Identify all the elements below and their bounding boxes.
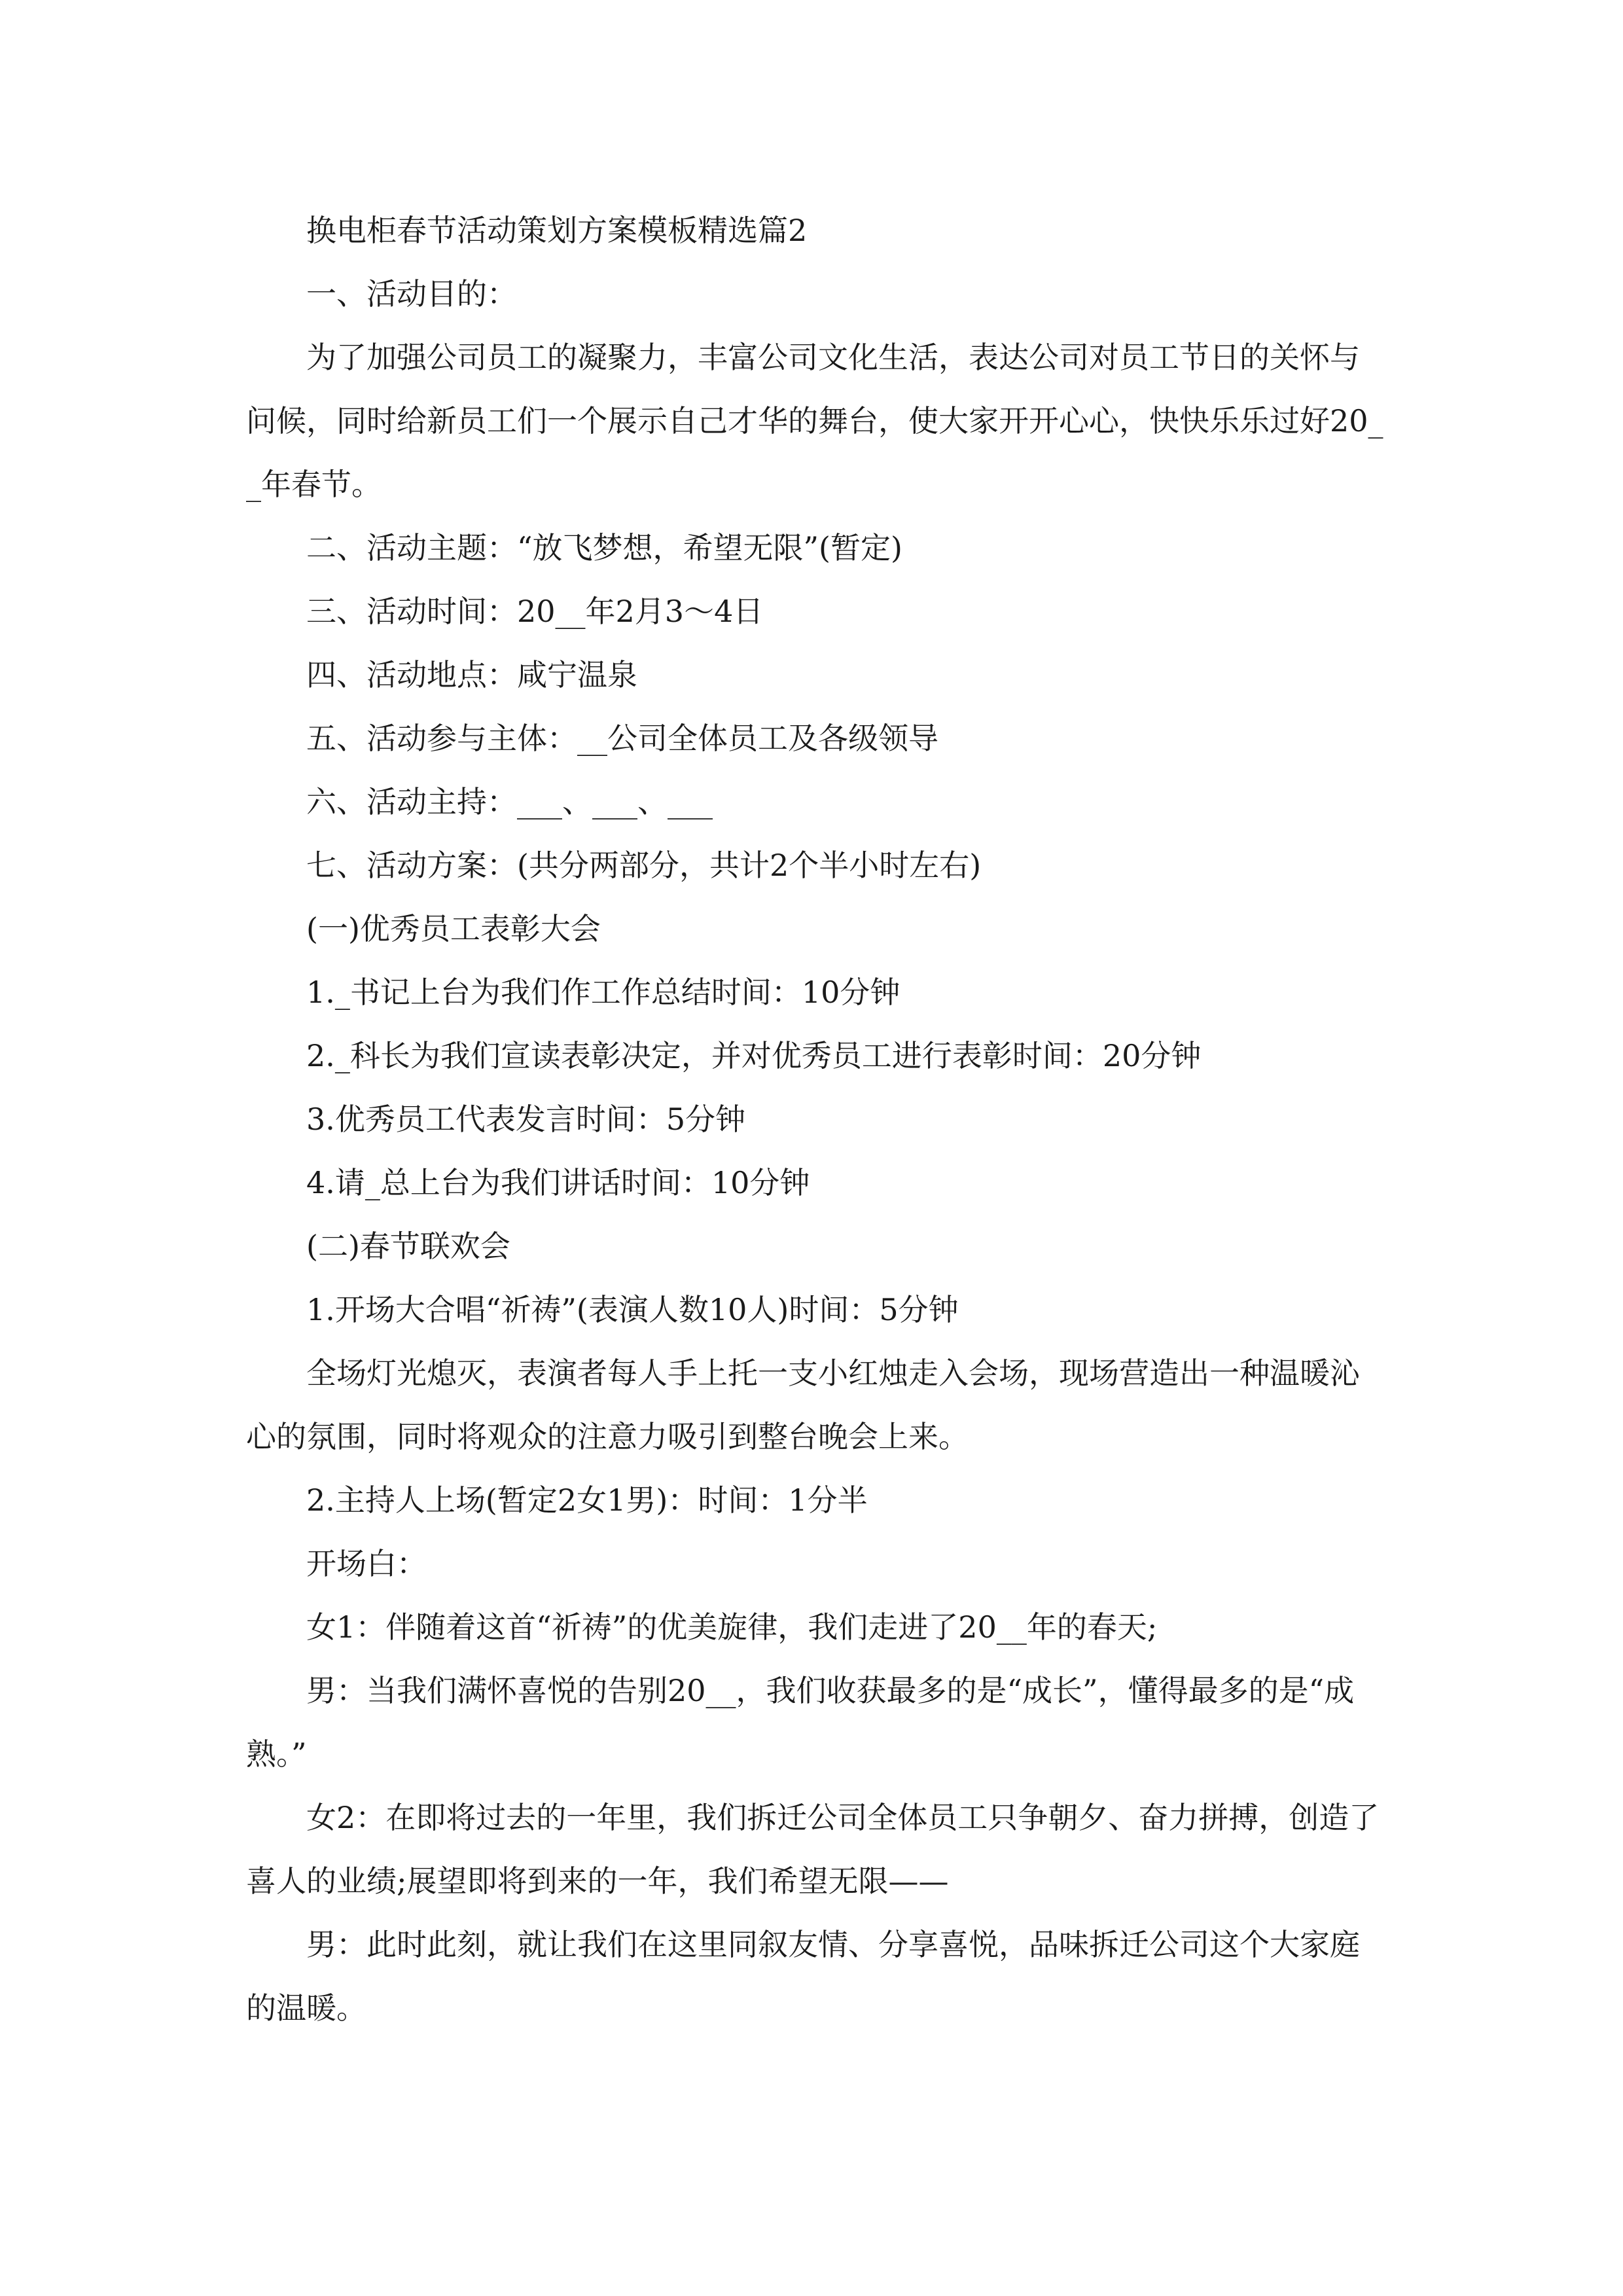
subsection-heading-gala: (二)春节联欢会 xyxy=(306,1229,510,1264)
script-line: 女2：在即将过去的一年里，我们拆迁公司全体员工只争朝夕、奋力拼搏，创造了喜人的业绩;展望即将到来的一年，我们希望无限—— xyxy=(246,1800,1380,1899)
subsection-heading-awards: (一)优秀员工表彰大会 xyxy=(306,911,601,946)
list-item: 1.开场大合唱“祈祷”(表演人数10人)时间：5分钟 xyxy=(306,1292,959,1327)
script-line: 女1：伴随着这首“祈祷”的优美旋律，我们走进了20__年的春天; xyxy=(306,1609,1158,1645)
script-line: 男：当我们满怀喜悦的告别20__，我们收获最多的是“成长”，懂得最多的是“成熟。” xyxy=(246,1673,1355,1772)
list-item: 1._书记上台为我们作工作总结时间：10分钟 xyxy=(306,975,901,1010)
section-heading-theme: 二、活动主题：“放飞梦想，希望无限”(暂定) xyxy=(306,530,902,565)
section-heading-participants: 五、活动参与主体：__公司全体员工及各级领导 xyxy=(306,721,938,756)
body-paragraph: 全场灯光熄灭，表演者每人手上托一支小红烛走入会场，现场营造出一种温暖沁心的氛围，同时将观众的注意力吸引到整台晚会上来。 xyxy=(246,1355,1360,1454)
body-paragraph: 为了加强公司员工的凝聚力，丰富公司文化生活，表达公司对员工节日的关怀与问候，同时给新员工们一个展示自己才华的舞台，使大家开开心心，快快乐乐过好20__年春节。 xyxy=(246,340,1383,502)
script-heading: 开场白： xyxy=(306,1546,427,1581)
section-heading-hosts: 六、活动主持：___、___、___ xyxy=(306,784,713,819)
section-heading-location: 四、活动地点：咸宁温泉 xyxy=(306,657,637,692)
script-line: 男：此时此刻，就让我们在这里同叙友情、分享喜悦，品味拆迁公司这个大家庭的温暖。 xyxy=(246,1927,1360,2026)
list-item: 2._科长为我们宣读表彰决定，并对优秀员工进行表彰时间：20分钟 xyxy=(306,1038,1202,1073)
section-heading-purpose: 一、活动目的： xyxy=(306,276,517,312)
list-item: 4.请_总上台为我们讲话时间：10分钟 xyxy=(306,1165,810,1200)
list-item: 3.优秀员工代表发言时间：5分钟 xyxy=(306,1102,746,1137)
list-item: 2.主持人上场(暂定2女1男)：时间：1分半 xyxy=(306,1482,868,1518)
section-heading-plan: 七、活动方案：(共分两部分，共计2个半小时左右) xyxy=(306,848,982,883)
section-heading-time: 三、活动时间：20__年2月3～4日 xyxy=(306,594,764,629)
document-body xyxy=(246,199,1385,2040)
document-title: 换电柜春节活动策划方案模板精选篇2 xyxy=(306,213,808,248)
